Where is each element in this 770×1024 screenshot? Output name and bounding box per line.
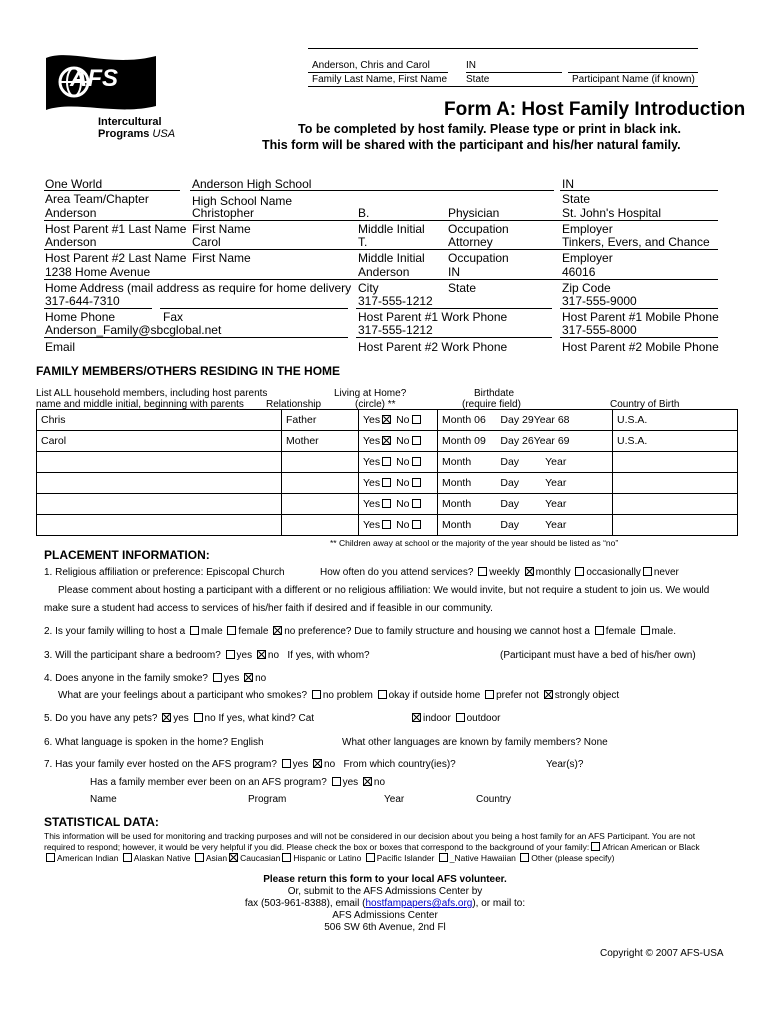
hp2-employer-label: Employer — [562, 251, 613, 265]
home-phone-label: Home Phone — [45, 310, 116, 324]
stats-text-1: This information will be used for monitoring and tracking purposes and will not be considered in our decision about you being a host family for an AFS Participant. You are not — [44, 831, 696, 841]
country-cell[interactable] — [613, 515, 738, 536]
col-birth-1: Birthdate — [474, 388, 515, 399]
return-line-1: Please return this form to your local AFS volunteer. — [263, 874, 507, 885]
no-checkbox[interactable] — [412, 478, 421, 487]
return-line-5: 506 SW 6th Avenue, 2nd Fl — [324, 922, 446, 933]
pets-yes-checkbox[interactable] — [162, 713, 171, 722]
hp2-mobile-label: Host Parent #2 Mobile Phone — [562, 340, 719, 354]
col-program-label: Program — [248, 794, 287, 805]
no-preference-checkbox[interactable] — [273, 626, 282, 635]
high-school-label: High School Name — [192, 194, 293, 208]
family-heading: FAMILY MEMBERS/OTHERS RESIDING IN THE HOME — [36, 364, 341, 378]
monthly-checkbox[interactable] — [525, 567, 534, 576]
living-at-home-cell[interactable]: Yes No — [359, 494, 438, 515]
q7-member-afs: Has a family member ever been on an AFS program? yes no — [90, 777, 386, 788]
yes-checkbox[interactable] — [382, 520, 391, 529]
cannot-host-female-checkbox[interactable] — [595, 626, 604, 635]
hs-state-value: IN — [562, 177, 574, 191]
logo-line2: Programs — [98, 128, 150, 140]
return-line-2: Or, submit to the AFS Admissions Center by — [287, 886, 483, 897]
city-value: Anderson — [358, 265, 410, 279]
hp1-last-label: Host Parent #1 Last Name — [45, 222, 187, 236]
yes-checkbox[interactable] — [382, 478, 391, 487]
hp2-employer-value: Tinkers, Evers, and Chance — [562, 235, 710, 249]
no-checkbox[interactable] — [412, 415, 421, 424]
col-list-2: name and middle initial, beginning with parents — [36, 399, 244, 410]
yes-checkbox[interactable] — [382, 499, 391, 508]
table-row — [37, 410, 738, 431]
zip-label: Zip Code — [562, 281, 611, 295]
never-checkbox[interactable] — [643, 567, 652, 576]
q7-years: Year(s)? — [546, 759, 584, 770]
subtitle-2: This form will be shared with the participant and his/her natural family. — [262, 138, 681, 152]
female-checkbox[interactable] — [227, 626, 236, 635]
q5-pets: 5. Do you have any pets? yes no If yes, what kind? Cat — [44, 713, 315, 724]
hp1-work-label: Host Parent #1 Work Phone — [358, 310, 508, 324]
outdoor-checkbox[interactable] — [456, 713, 465, 722]
occasionally-checkbox[interactable] — [575, 567, 584, 576]
q5-indoor-outdoor: indoor outdoor — [410, 713, 501, 725]
country-cell[interactable] — [613, 452, 738, 473]
hs-state-label: State — [562, 192, 591, 206]
hispanic-checkbox[interactable] — [282, 853, 291, 862]
living-at-home-cell[interactable]: Yes No — [359, 431, 438, 452]
table-row — [37, 452, 738, 473]
family-footnote: ** Children away at school or the majority of the year should be listed as “no” — [330, 538, 619, 548]
other-race-checkbox[interactable] — [520, 853, 529, 862]
placement-heading: PLACEMENT INFORMATION: — [44, 548, 210, 562]
hp2-last-label: Host Parent #2 Last Name — [45, 251, 187, 265]
african-american-checkbox[interactable] — [591, 842, 600, 851]
bedroom-no-checkbox[interactable] — [257, 650, 266, 659]
q6-language: 6. What language is spoken in the home? English — [44, 737, 264, 748]
logo-line3: USA — [152, 128, 176, 140]
smoke-yes-checkbox[interactable] — [213, 673, 222, 682]
city-label: City — [358, 281, 379, 295]
area-team-label: Area Team/Chapter — [45, 192, 149, 206]
hp2-work-label: Host Parent #2 Work Phone — [358, 340, 508, 354]
stats-heading: STATISTICAL DATA: — [44, 815, 159, 829]
hp2-mobile-value: 317-555-8000 — [562, 323, 637, 337]
no-checkbox[interactable] — [412, 457, 421, 466]
hp1-mobile-value: 317-555-9000 — [562, 294, 637, 308]
q4-feelings: What are your feelings about a participant who smokes? no problem okay if outside home prefer not strongly object — [58, 690, 620, 701]
table-row — [37, 515, 738, 536]
stats-text-2: required to respond; however, it would be very helpful if you did. Please check the box or boxes that correspond to the background of your family: African American or Black — [44, 842, 700, 852]
q1-attend: How often do you attend services? weekly monthly occasionally never — [320, 567, 679, 578]
col-country: Country of Birth — [610, 399, 680, 410]
header-state-label: State — [466, 74, 490, 85]
area-team-value: One World — [45, 177, 103, 191]
member-no-checkbox[interactable] — [363, 777, 372, 786]
birthdate-cell[interactable]: Month 09 Day 26Year 69 — [438, 431, 613, 452]
living-at-home-cell[interactable]: Yes No — [359, 452, 438, 473]
birthdate-cell[interactable]: Month Day Year — [438, 494, 613, 515]
member-name-cell[interactable] — [37, 473, 282, 494]
return-line-3: fax (503-961-8388), email (hostfampapers@afs.org), or mail to: — [244, 898, 526, 909]
col-country-label: Country — [476, 794, 512, 805]
copyright: Copyright © 2007 AFS-USA — [600, 948, 724, 959]
yes-checkbox[interactable] — [382, 415, 391, 424]
logo-line1: Intercultural — [98, 116, 162, 128]
q1-comment: Please comment about hosting a participant with a different or no religious affiliation: We would invite, but not require a student to join us. We would — [58, 585, 710, 596]
hp2-occupation-value: Attorney — [448, 235, 493, 249]
email-link[interactable]: hostfampapers@afs.org — [365, 898, 473, 909]
hp1-last-value: Anderson — [45, 206, 97, 220]
zip-value: 46016 — [562, 265, 596, 279]
return-line-4: AFS Admissions Center — [332, 910, 438, 921]
country-cell[interactable]: U.S.A. — [613, 431, 738, 452]
relationship-cell[interactable]: Mother — [282, 431, 359, 452]
stats-options: American Indian Alaskan Native Asian Caucasian Hispanic or Latino Pacific Islander _Native Hawaiian Other (please specify) — [44, 853, 614, 863]
table-row — [37, 431, 738, 452]
q3-bedroom: 3. Will the participant share a bedroom? yes no If yes, with whom? — [44, 650, 370, 661]
q4-smoke: 4. Does anyone in the family smoke? yes no — [44, 673, 267, 684]
address-value: 1238 Home Avenue — [45, 265, 151, 279]
living-at-home-cell[interactable]: Yes No — [359, 473, 438, 494]
hp1-mi-value: B. — [358, 206, 370, 220]
address-label: Home Address (mail address as require for home delivery — [45, 281, 352, 295]
member-name-cell[interactable] — [37, 452, 282, 473]
member-name-cell[interactable]: Carol — [37, 431, 282, 452]
relationship-cell[interactable] — [282, 452, 359, 473]
smoke-no-checkbox[interactable] — [244, 673, 253, 682]
col-name-label: Name — [90, 794, 117, 805]
q7-hosted: 7. Has your family ever hosted on the AFS program? yes no From which country(ies)? — [44, 759, 456, 770]
family-members-table — [36, 409, 738, 536]
hosted-yes-checkbox[interactable] — [282, 759, 291, 768]
indoor-checkbox[interactable] — [412, 713, 421, 722]
hp2-last-value: Anderson — [45, 235, 97, 249]
no-checkbox[interactable] — [412, 436, 421, 445]
col-relationship: Relationship — [266, 399, 322, 410]
pets-no-checkbox[interactable] — [194, 713, 203, 722]
caucasian-checkbox[interactable] — [229, 853, 238, 862]
birthdate-cell[interactable]: Month Day Year — [438, 452, 613, 473]
col-birth-2: (require field) — [462, 399, 521, 410]
living-at-home-cell[interactable]: Yes No — [359, 410, 438, 431]
family-name-value: Anderson, Chris and Carol — [312, 60, 430, 71]
col-year-label: Year — [384, 794, 405, 805]
col-living-2: (circle) ** — [355, 399, 396, 410]
col-list-1: List ALL household members, including host parents — [36, 388, 268, 399]
high-school-value: Anderson High School — [192, 177, 312, 191]
cannot-host-male-checkbox[interactable] — [641, 626, 650, 635]
q6-other-languages: What other languages are known by family members? None — [342, 737, 608, 748]
header-state-value: IN — [466, 60, 476, 71]
hp2-first-value: Carol — [192, 235, 221, 249]
page-title: Form A: Host Family Introduction — [444, 99, 746, 120]
participant-name-label: Participant Name (if known) — [572, 74, 695, 85]
home-phone-value: 317-644-7310 — [45, 294, 120, 308]
hp1-first-value: Christopher — [192, 206, 255, 220]
hp2-mi-value: T. — [358, 235, 368, 249]
yes-checkbox[interactable] — [382, 457, 391, 466]
no-problem-checkbox[interactable] — [312, 690, 321, 699]
no-checkbox[interactable] — [412, 499, 421, 508]
strongly-object-checkbox[interactable] — [544, 690, 553, 699]
hp1-employer-label: Employer — [562, 222, 613, 236]
member-name-cell[interactable]: Chris — [37, 410, 282, 431]
country-cell[interactable] — [613, 473, 738, 494]
col-living-1: Living at Home? — [334, 388, 407, 399]
address-state-value: IN — [448, 265, 460, 279]
male-checkbox[interactable] — [190, 626, 199, 635]
q3-note: (Participant must have a bed of his/her own) — [500, 650, 696, 661]
country-cell[interactable]: U.S.A. — [613, 410, 738, 431]
american-indian-checkbox[interactable] — [46, 853, 55, 862]
hp1-work-value: 317-555-1212 — [358, 294, 433, 308]
q1-religion: 1. Religious affiliation or preference: Episcopal Church — [44, 567, 285, 578]
bedroom-yes-checkbox[interactable] — [226, 650, 235, 659]
hp1-employer-value: St. John's Hospital — [562, 206, 662, 220]
native-hawaiian-checkbox[interactable] — [439, 853, 448, 862]
fax-label: Fax — [163, 310, 184, 324]
relationship-cell[interactable] — [282, 473, 359, 494]
living-at-home-cell[interactable]: Yes No — [359, 515, 438, 536]
email-value: Anderson_Family@sbcglobal.net — [45, 323, 222, 337]
relationship-cell[interactable] — [282, 494, 359, 515]
country-cell[interactable] — [613, 494, 738, 515]
member-yes-checkbox[interactable] — [332, 777, 341, 786]
q2-gender: 2. Is your family willing to host a male female no preference? Due to family structure and housing we cannot host a female male. — [44, 626, 676, 637]
hp2-work-value: 317-555-1212 — [358, 323, 433, 337]
hp1-mobile-label: Host Parent #1 Mobile Phone — [562, 310, 719, 324]
member-name-cell[interactable] — [37, 494, 282, 515]
subtitle-1: To be completed by host family. Please type or print in black ink. — [298, 122, 681, 136]
birthdate-cell[interactable]: Month 06 Day 29Year 68 — [438, 410, 613, 431]
hp1-first-label: First Name — [192, 222, 251, 236]
table-row — [37, 473, 738, 494]
q1-comment-cont: make sure a student had access to services of his/her faith if desired and if feasible in our community. — [44, 603, 493, 614]
asian-checkbox[interactable] — [195, 853, 204, 862]
return-instructions — [0, 874, 770, 934]
family-name-label: Family Last Name, First Name — [312, 74, 448, 85]
relationship-cell[interactable]: Father — [282, 410, 359, 431]
yes-checkbox[interactable] — [382, 436, 391, 445]
birthdate-cell[interactable]: Month Day Year — [438, 473, 613, 494]
hp1-mi-label: Middle Initial — [358, 222, 425, 236]
email-label: Email — [45, 340, 76, 354]
pacific-islander-checkbox[interactable] — [366, 853, 375, 862]
hp1-occupation-value: Physician — [448, 206, 500, 220]
hp2-occupation-label: Occupation — [448, 251, 509, 265]
hp2-first-label: First Name — [192, 251, 251, 265]
prefer-not-checkbox[interactable] — [485, 690, 494, 699]
member-name-cell[interactable] — [37, 515, 282, 536]
birthdate-cell[interactable]: Month Day Year — [438, 515, 613, 536]
relationship-cell[interactable] — [282, 515, 359, 536]
okay-outside-checkbox[interactable] — [378, 690, 387, 699]
hp2-mi-label: Middle Initial — [358, 251, 425, 265]
alaskan-native-checkbox[interactable] — [123, 853, 132, 862]
no-checkbox[interactable] — [412, 520, 421, 529]
weekly-checkbox[interactable] — [478, 567, 487, 576]
address-state-label: State — [448, 281, 477, 295]
hosted-no-checkbox[interactable] — [313, 759, 322, 768]
hp1-occupation-label: Occupation — [448, 222, 509, 236]
table-row — [37, 494, 738, 515]
logo-brand: AFS — [70, 65, 118, 92]
